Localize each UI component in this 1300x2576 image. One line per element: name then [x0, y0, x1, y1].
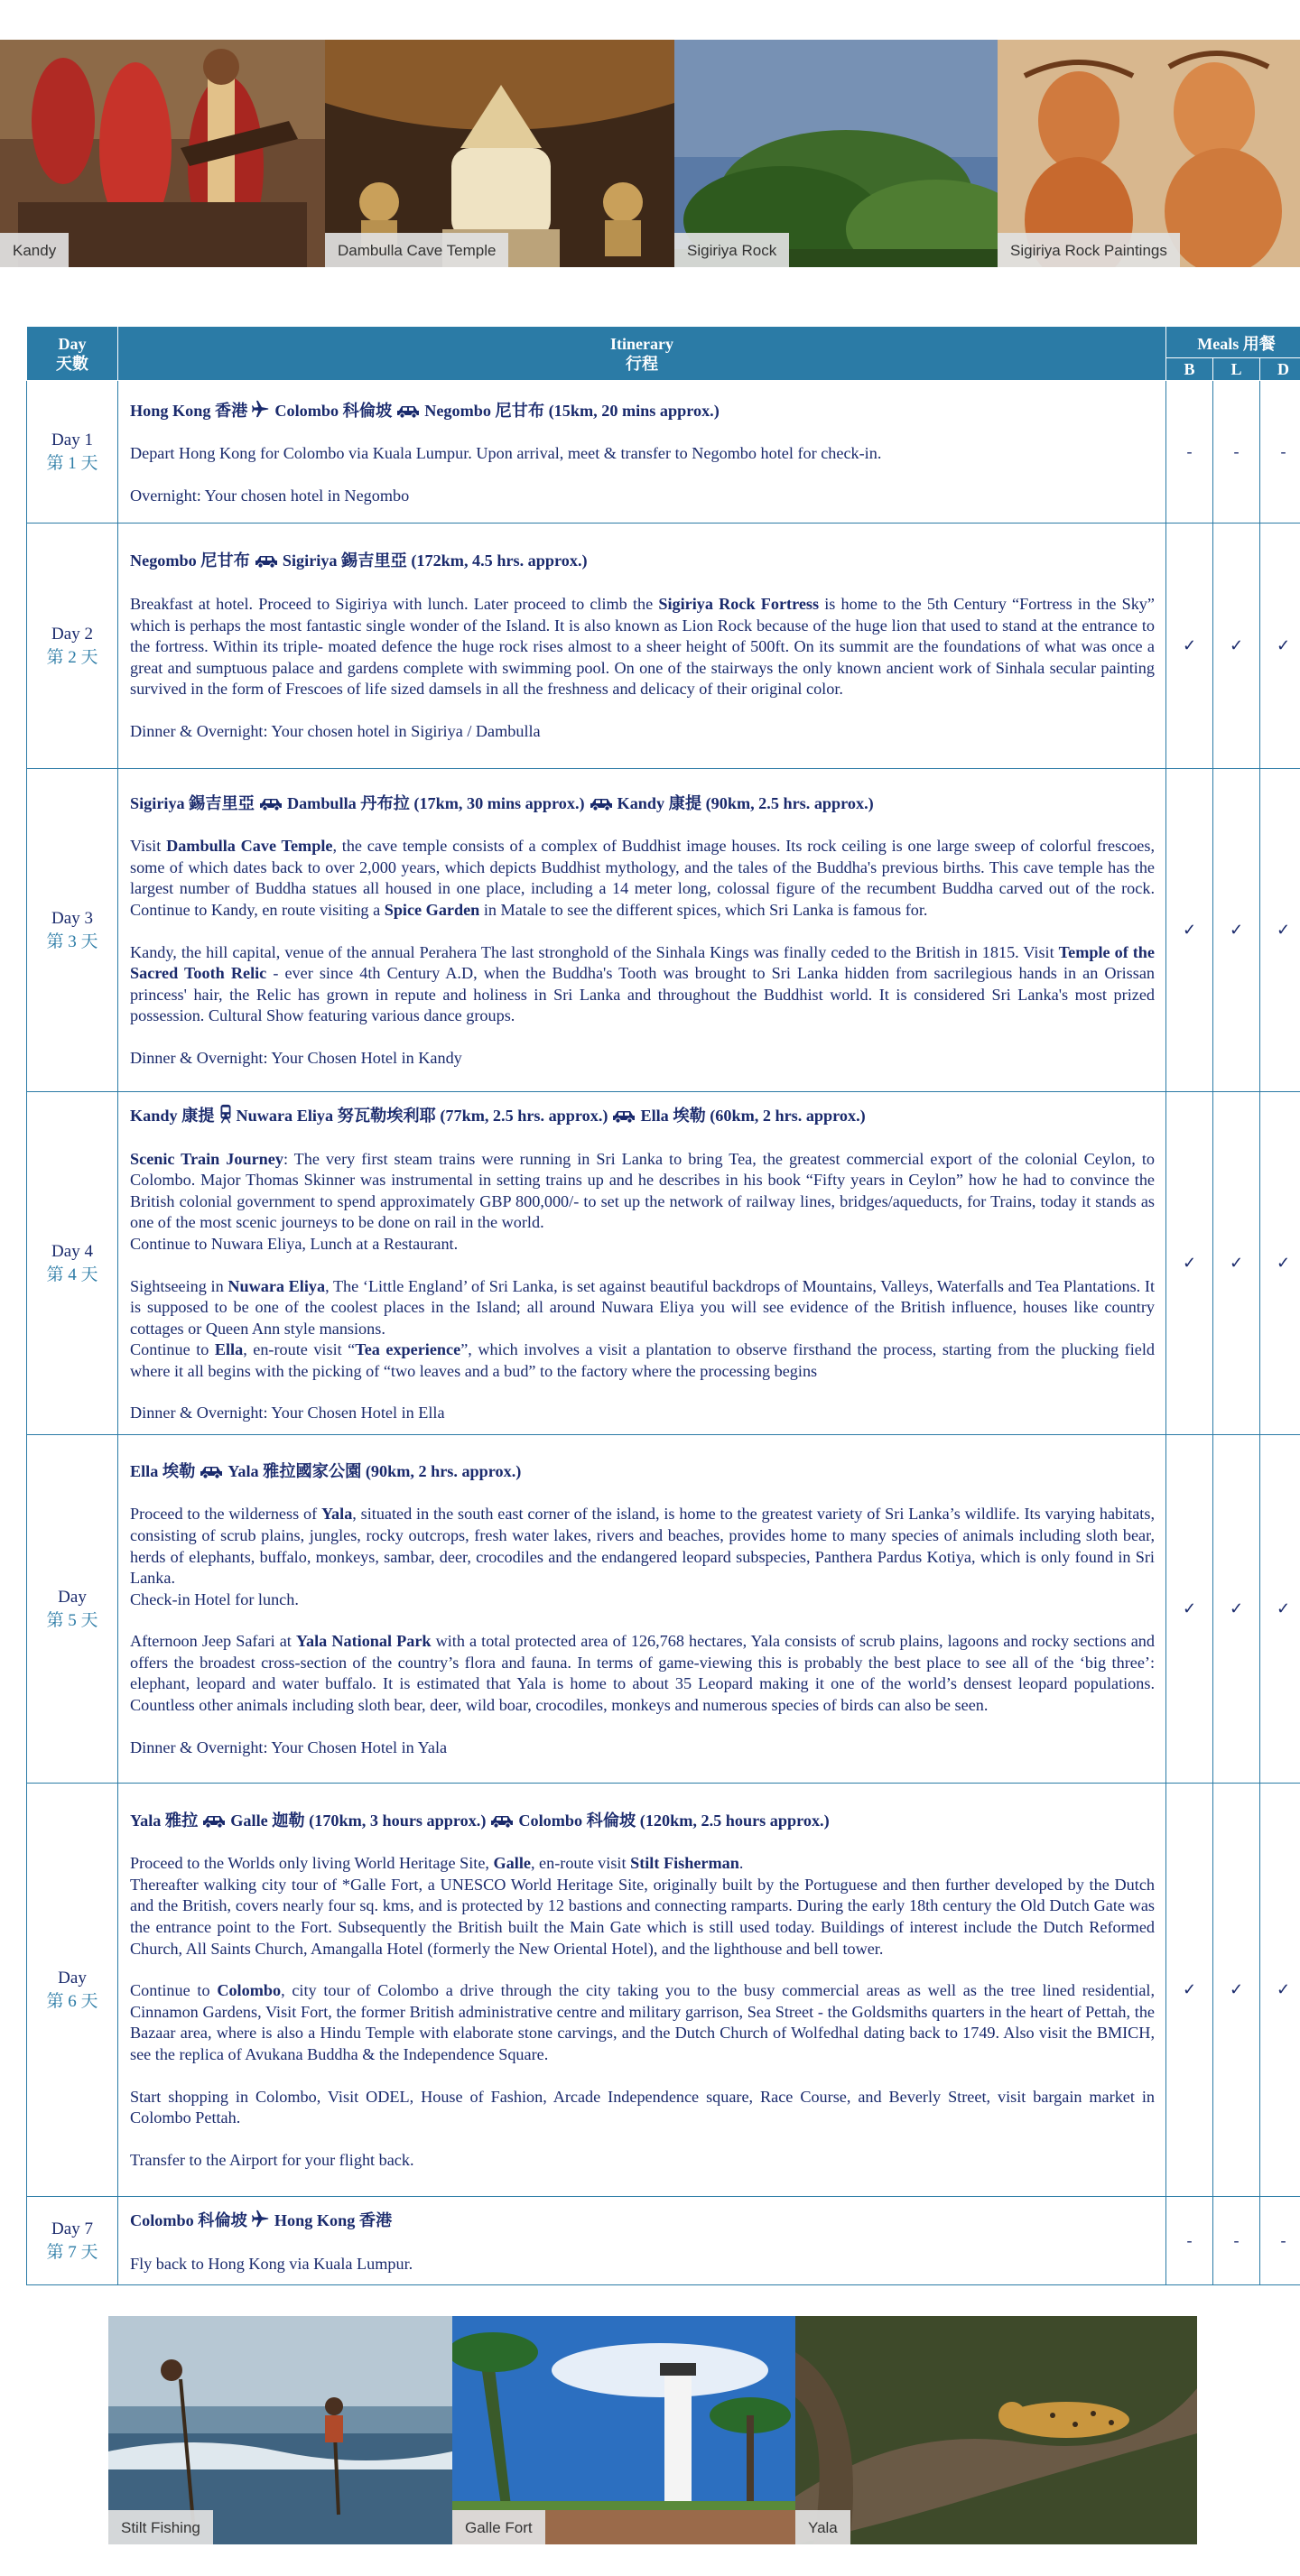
bottom-photo-strip [108, 2316, 1197, 2544]
itinerary-cell: Colombo 科倫坡 Hong Kong 香港 Fly back to Hong Kong via Kuala Lumpur. [118, 2197, 1166, 2285]
car-icon [611, 1109, 636, 1124]
day-cell: Day 4 第 4 天 [27, 1092, 118, 1435]
caption-sigiriya-rock: Sigiriya Rock [674, 233, 789, 267]
itinerary-cell: Hong Kong 香港 Colombo 科倫坡 Negombo 尼甘布 (15km, 20 mins approx.) Depart Hong Kong for Colombo via Kuala Lumpur. Upon arrival, meet & transfer to Negombo hotel for check-in. Overnight: Your chosen hotel in Negombo [118, 381, 1166, 524]
photo-stilt-fishing [108, 2316, 452, 2544]
meal-b: - [1166, 2197, 1213, 2285]
route-line: Hong Kong 香港 Colombo 科倫坡 Negombo 尼甘布 (15km, 20 mins approx.) [130, 399, 1155, 422]
table-row [27, 1784, 1300, 2197]
meal-l: ✓ [1213, 769, 1260, 1092]
meal-b: ✓ [1166, 1435, 1213, 1784]
meal-l: ✓ [1213, 1435, 1260, 1784]
photo-yala [795, 2316, 1197, 2544]
caption-dambulla: Dambulla Cave Temple [325, 233, 508, 267]
header-meal-d: D [1260, 358, 1300, 381]
car-icon [199, 1465, 224, 1479]
photo-sigiriya-paintings [998, 40, 1300, 267]
itinerary-cell: Sigiriya 錫吉里亞 Dambulla 丹布拉 (17km, 30 mins approx.) Kandy 康提 (90km, 2.5 hrs. approx.) Visit Dambulla Cave Temple, the cave temple consists of a complex of Buddhist image houses. Its rock ceiling is one large sweep of colorful frescoes, some of which dates back to over 2,000 years, which depicts Buddhist mythology, and the tales of the Buddha's previous births. This cave temple has the largest number of Buddha statues all housed in one place, including a 14 meter long, colossal figure of the recumbent Buddha carved out of the rock. Continue to Kandy, en route visiting a Spice Garden in Matale to see the different spices, which Sri Lanka is famous for. Kandy, the hill capital, venue of the annual Perahera The last stronghold of the Sinhala Kings was finally ceded to the British in 1815. Visit Temple of the Sacred Tooth Relic - ever since 4th Century A.D, when the Buddha's Tooth was brought to Sri Lanka hidden from sacrilegious hands in an Orissan princess' hair, the Relic has grown in repute and holiness in Sri Lanka and throughout the Buddhist world. It is considered Sri Lanka's most prized possession. Cultural Show featuring various dance groups. Dinner & Overnight: Your Chosen Hotel in Kandy [118, 769, 1166, 1092]
table-row [27, 1435, 1300, 1784]
car-icon [201, 1814, 227, 1829]
day-cell: Day 2 第 2 天 [27, 524, 118, 769]
itinerary-cell: Negombo 尼甘布 Sigiriya 錫吉里亞 (172km, 4.5 hrs. approx.) Breakfast at hotel. Proceed to Sigiriya with lunch. Later proceed to climb the Sigiriya Rock Fortress is home to the 5th Century “Fortress in the Sky” which is perhaps the most fantastic single wonder of the Island. It is also known as Lion Rock because of the huge lion that used to stand at the entrance to the fortress. Within its triple- moated defence the huge rock rises almost to a sheer height of 500ft. On its summit are the foundations of what was once a great and sumptuous palace and gardens complete with swimming pool. On one of the stairways the only known ancient work of Sinhala secular painting survived in the form of Frescoes of life sized damsels in all the freshness and delicacy of their original color. Dinner & Overnight: Your chosen hotel in Sigiriya / Dambulla [118, 524, 1166, 769]
table-row [27, 769, 1300, 1092]
plane-icon [251, 399, 271, 419]
caption-sigiriya-paintings: Sigiriya Rock Paintings [998, 233, 1180, 267]
meal-d: - [1260, 381, 1300, 524]
meal-b: ✓ [1166, 1784, 1213, 2197]
meal-d: ✓ [1260, 1435, 1300, 1784]
caption-galle-fort: Galle Fort [452, 2510, 545, 2544]
meal-l: ✓ [1213, 524, 1260, 769]
meal-l: ✓ [1213, 1092, 1260, 1435]
car-icon [589, 797, 614, 811]
table-row [27, 381, 1300, 524]
route-line: Ella 埃勒 Yala 雅拉國家公園 (90km, 2 hrs. approx.) [130, 1461, 522, 1480]
meal-l: - [1213, 381, 1260, 524]
meal-d: ✓ [1260, 769, 1300, 1092]
car-icon [254, 554, 279, 569]
table-header-row [27, 327, 1300, 358]
route-line: Negombo 尼甘布 Sigiriya 錫吉里亞 (172km, 4.5 hrs. approx.) [130, 551, 588, 570]
car-icon [258, 797, 283, 811]
photo-galle-fort [452, 2316, 795, 2544]
day-cell: Day 第 6 天 [27, 1784, 118, 2197]
photo-kandy-dancers [0, 40, 325, 267]
table-row [27, 1092, 1300, 1435]
meal-b: - [1166, 381, 1213, 524]
caption-kandy: Kandy [0, 233, 69, 267]
table-row [27, 524, 1300, 769]
route-line: Yala 雅拉 Galle 迦勒 (170km, 3 hours approx.) Colombo 科倫坡 (120km, 2.5 hours approx.) [130, 1811, 830, 1830]
car-icon [395, 404, 421, 419]
route-line: Sigiriya 錫吉里亞 Dambulla 丹布拉 (17km, 30 mins approx.) Kandy 康提 (90km, 2.5 hrs. approx.) [130, 793, 874, 812]
day-cell: Day 7 第 7 天 [27, 2197, 118, 2285]
meal-d: ✓ [1260, 524, 1300, 769]
meal-l: ✓ [1213, 1784, 1260, 2197]
day-cell: Day 第 5 天 [27, 1435, 118, 1784]
photo-dambulla [325, 40, 674, 267]
route-line: Kandy 康提 Nuwara Eliya 努瓦勒埃利耶 (77km, 2.5 hrs. approx.) Ella 埃勒 (60km, 2 hrs. approx.) [130, 1104, 1155, 1127]
caption-yala: Yala [795, 2510, 850, 2544]
meal-b: ✓ [1166, 769, 1213, 1092]
meal-d: ✓ [1260, 1784, 1300, 2197]
day-cell: Day 1 第 1 天 [27, 381, 118, 524]
header-day: Day 天數 [27, 327, 118, 381]
header-meals: Meals 用餐 [1166, 327, 1300, 358]
train-icon [218, 1104, 233, 1124]
meal-b: ✓ [1166, 524, 1213, 769]
photo-sigiriya-rock [674, 40, 998, 267]
itinerary-cell: Ella 埃勒 Yala 雅拉國家公園 (90km, 2 hrs. approx.) Proceed to the wilderness of Yala, situated in the south east corner of the island, is home to the greatest variety of Sri Lanka’s wildlife. Its varying habitats, consisting of scrub plains, jungles, rocky outcrops, fresh water lakes, rivers and beaches, provides home to many species of animals including sloth bear, herds of elephants, buffalo, monkeys, sambar, deer, crocodiles and the endangered leopard subspecies, Panthera Pardus Kotiya, which is only found in Sri Lanka. Check-in Hotel for lunch. Afternoon Jeep Safari at Yala National Park with a total protected area of 126,768 hectares, Yala consists of scrub plains, lagoons and rocky sections and offers the broadest cross-section of the country’s flora and fauna. In terms of game-viewing this is probably the best place to see all of the ‘big three’: elephant, leopard and water buffalo. It is estimated that Yala is home to about 35 Leopard making it one of the world’s densest leopard populations. Countless other animals including sloth bear, deer, wild boar, crocodiles, monkeys and numerous species of birds can also be seen. Dinner & Overnight: Your Chosen Hotel in Yala [118, 1435, 1166, 1784]
meal-d: - [1260, 2197, 1300, 2285]
yala-leopard-image [795, 2316, 1197, 2544]
itinerary-table [26, 326, 1300, 2285]
caption-stilt-fishing: Stilt Fishing [108, 2510, 213, 2544]
top-photo-strip [0, 40, 1300, 267]
day-cell: Day 3 第 3 天 [27, 769, 118, 1092]
meal-l: - [1213, 2197, 1260, 2285]
route-line: Colombo 科倫坡 Hong Kong 香港 [130, 2209, 1155, 2232]
header-meal-l: L [1213, 358, 1260, 381]
plane-icon [251, 2209, 271, 2229]
header-meal-b: B [1166, 358, 1213, 381]
itinerary-cell: Kandy 康提 Nuwara Eliya 努瓦勒埃利耶 (77km, 2.5 hrs. approx.) Ella 埃勒 (60km, 2 hrs. approx.) Scenic Train Journey: The very first steam trains were running in Sri Lanka to bring Tea, the greatest commercial export of the colonial Ceylon, to Colombo. Major Thomas Skinner was instrumental in setting trains up and he describes in his book “Fifty years in Ceylon” how he had to convince the British colonial government to spend approximately GBP 800,000/- to set up the network of railway lines, bridges/aqueducts, for Trains, today it stands as one of the most scenic journeys to be done on rail in the world. Continue to Nuwara Eliya, Lunch at a Restaurant. Sightseeing in Nuwara Eliya, The ‘Little England’ of Sri Lanka, is set against beautiful backdrops of Mountains, Valleys, Waterfalls and Tea Plantations. It is supposed to be one of the coolest places in the Island; all around Nuwara Eliya you will see evidence of the British influence, houses like country cottages or Queen Ann style mansions. Continue to Ella, en-route visit “Tea experience”, which involves a visit a plantation to observe firsthand the process, starting from the plucking field where it all begins with the picking of “two leaves and a bud” to the factory where the processing begins Dinner & Overnight: Your Chosen Hotel in Ella [118, 1092, 1166, 1435]
header-itinerary: Itinerary 行程 [118, 327, 1166, 381]
meal-b: ✓ [1166, 1092, 1213, 1435]
car-icon [489, 1814, 515, 1829]
itinerary-cell: Yala 雅拉 Galle 迦勒 (170km, 3 hours approx.) Colombo 科倫坡 (120km, 2.5 hours approx.) Proceed to the Worlds only living World Heritage Site, Galle, en-route visit Stilt Fisherman. Thereafter walking city tour of *Galle Fort, a UNESCO World Heritage Site, originally built by the Portuguese and then further developed by the Dutch and the British, covers nearly four sq. kms, and is protected by 12 bastions and connecting ramparts. During the early 18th century the Old Dutch Gate was the entrance point to the Fort. Subsequently the British built the Main Gate which is still used today. Buildings of interest include the Dutch Reformed Church, All Saints Church, Amangalla Hotel (formerly the New Oriental Hotel), and the lighthouse and bell tower. Continue to Colombo, city tour of Colombo a drive through the city taking you to the busy commercial areas as well as the tree lined residential, Cinnamon Gardens, Visit Fort, the former British administrative centre and military garrison, Sea Street - the Goldsmiths quarters in the heart of Pettah, the Bazaar area, where is also a Hindu Temple with elaborate stone carvings, and the Dutch Church of Wolfedhal dating back to 1749. Also visit the BMICH, see the replica of Avukana Buddha & the Independence Square. Start shopping in Colombo, Visit ODEL, House of Fashion, Arcade Independence square, Race Course, and Beverly Street, visit bargain market in Colombo Pettah. Transfer to the Airport for your flight back. [118, 1784, 1166, 2197]
table-row [27, 2197, 1300, 2285]
meal-d: ✓ [1260, 1092, 1300, 1435]
